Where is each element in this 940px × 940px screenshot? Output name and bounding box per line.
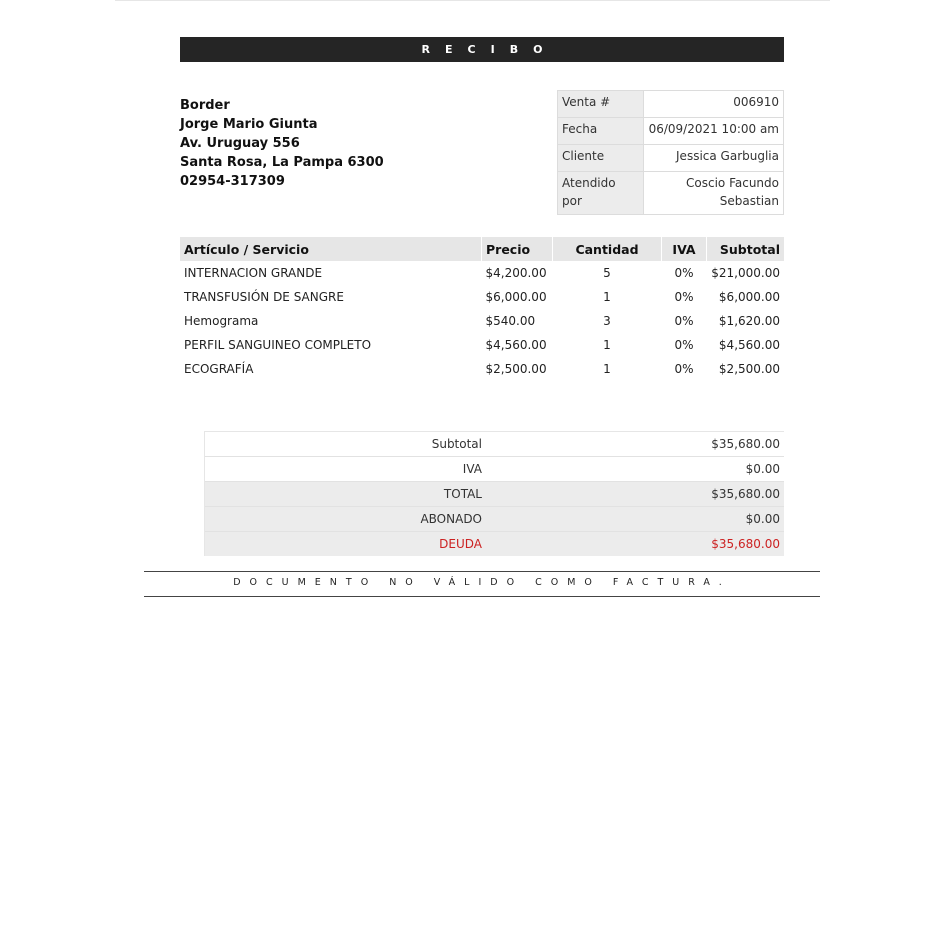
fecha-label: Fecha — [558, 118, 644, 145]
receipt-title: RECIBO — [421, 43, 558, 56]
item-iva: 0% — [674, 314, 694, 328]
atendido-value-line-2: Sebastian — [719, 194, 779, 208]
receipt-title-bar — [180, 37, 784, 62]
item-subtotal: $1,620.00 — [718, 314, 780, 328]
item-iva: 0% — [674, 290, 694, 304]
items-table — [180, 237, 784, 381]
table-row — [180, 333, 784, 357]
meta-row-fecha — [558, 118, 784, 145]
cliente-label: Cliente — [558, 145, 644, 172]
item-iva: 0% — [674, 338, 694, 352]
venta-label: Venta # — [558, 91, 644, 118]
items-header-row — [180, 237, 784, 261]
atendido-label-line-2: por — [562, 194, 582, 208]
deuda-label: DEUDA — [205, 532, 487, 557]
abonado-label: ABONADO — [205, 507, 487, 532]
table-row — [180, 357, 784, 381]
item-precio: $4,200.00 — [485, 266, 547, 280]
item-precio: $2,500.00 — [485, 362, 547, 376]
atendido-label-line-1: Atendido — [562, 176, 616, 190]
totals-row-total — [205, 482, 785, 507]
company-address: Av. Uruguay 556 — [180, 136, 300, 151]
meta-row-atendido — [558, 172, 784, 215]
company-name: Border — [180, 98, 230, 113]
totals-row-subtotal — [205, 432, 785, 457]
col-header-cantidad: Cantidad — [553, 237, 662, 261]
item-precio: $540.00 — [485, 314, 536, 328]
cliente-value: Jessica Garbuglia — [644, 145, 784, 172]
atendido-value — [644, 172, 784, 215]
item-precio: $6,000.00 — [485, 290, 547, 304]
deuda-value: $35,680.00 — [486, 532, 784, 557]
company-city: Santa Rosa, La Pampa 6300 — [180, 155, 384, 170]
sale-meta-table — [557, 90, 784, 215]
item-articulo: PERFIL SANGUINEO COMPLETO — [184, 338, 372, 352]
item-articulo: TRANSFUSIÓN DE SANGRE — [184, 290, 344, 304]
totals-row-abonado — [205, 507, 785, 532]
subtotal-value: $35,680.00 — [486, 432, 784, 457]
item-subtotal: $4,560.00 — [718, 338, 780, 352]
col-header-subtotal: Subtotal — [707, 237, 785, 261]
item-articulo: ECOGRAFÍA — [184, 362, 254, 376]
atendido-value-line-1: Coscio Facundo — [686, 176, 779, 190]
venta-value: 006910 — [644, 91, 784, 118]
table-row — [180, 285, 784, 309]
totals-row-iva — [205, 457, 785, 482]
item-subtotal: $2,500.00 — [718, 362, 780, 376]
item-iva: 0% — [674, 362, 694, 376]
abonado-value: $0.00 — [486, 507, 784, 532]
footer-top-divider — [144, 571, 820, 572]
item-cantidad: 5 — [603, 266, 611, 280]
meta-row-venta — [558, 91, 784, 118]
meta-row-cliente — [558, 145, 784, 172]
company-info — [180, 96, 384, 191]
item-precio: $4,560.00 — [485, 338, 547, 352]
item-cantidad: 1 — [603, 338, 611, 352]
col-header-iva: IVA — [662, 237, 707, 261]
item-cantidad: 1 — [603, 362, 611, 376]
item-subtotal: $21,000.00 — [711, 266, 780, 280]
col-header-precio: Precio — [482, 237, 553, 261]
item-cantidad: 1 — [603, 290, 611, 304]
table-row — [180, 309, 784, 333]
atendido-label — [558, 172, 644, 215]
company-phone: 02954-317309 — [180, 174, 285, 189]
item-iva: 0% — [674, 266, 694, 280]
iva-value: $0.00 — [486, 457, 784, 482]
company-owner: Jorge Mario Giunta — [180, 117, 318, 132]
item-cantidad: 3 — [603, 314, 611, 328]
top-divider — [115, 0, 830, 1]
totals-row-deuda — [205, 532, 785, 557]
total-label: TOTAL — [205, 482, 487, 507]
fecha-value: 06/09/2021 10:00 am — [644, 118, 784, 145]
item-subtotal: $6,000.00 — [718, 290, 780, 304]
item-articulo: Hemograma — [184, 314, 259, 328]
total-value: $35,680.00 — [486, 482, 784, 507]
iva-label: IVA — [205, 457, 487, 482]
col-header-articulo: Artículo / Servicio — [180, 237, 482, 261]
table-row — [180, 261, 784, 285]
footer-bottom-divider — [144, 596, 820, 597]
totals-table — [204, 431, 784, 556]
subtotal-label: Subtotal — [205, 432, 487, 457]
item-articulo: INTERNACION GRANDE — [184, 266, 323, 280]
footer-disclaimer: DOCUMENTO NO VÁLIDO COMO FACTURA. — [233, 577, 731, 588]
